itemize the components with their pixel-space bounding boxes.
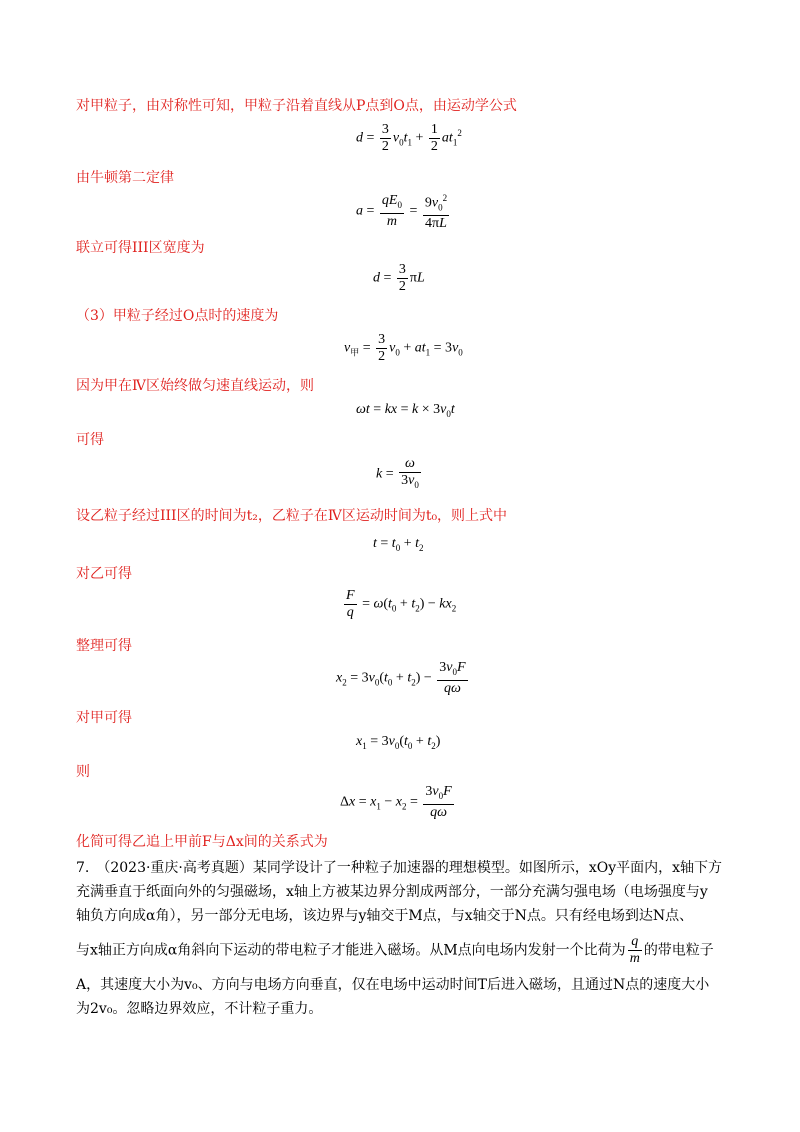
solution-line-9: 整理可得 [76,638,132,654]
equation-x2: $x_2 = 3v_0(t_0 + t_2)$ − $\frac{3v_0F}{q\omega}$ [336,660,466,696]
equation-velocity: $v_甲$ = $\frac{3}{2}$ $v_0 + at_1 = 3v_0$ [344,332,463,364]
solution-line-6: 可得 [76,432,104,448]
problem-line-5: A，其速度大小为v₀、方向与电场方向垂直，仅在电场中运动时间T后进入磁场，且通过N点的速度大小 [76,977,710,993]
equation-t: $t = t_0 + t_2$ [373,536,424,553]
solution-line-8: 对乙可得 [76,566,132,582]
equation-d-result: d = $\frac{3}{2}$ πL [373,262,425,294]
problem-line-4: 与x轴正方向成α角斜向下运动的带电粒子才能进入磁场。从M点向电场内发射一个比荷为 $\frac{q}{m}$ 的带电粒子 [76,934,714,966]
equation-omega: ωt = kx = $k \times 3v_0t$ [356,402,455,419]
problem-7 [76,856,736,1021]
solution-line-4: （3）甲粒子经过O点时的速度为 [76,308,279,324]
solution-line-12: 化简可得乙追上甲前F与Δx间的关系式为 [76,834,328,850]
equation-k: k = $\frac{\omega}{3v_0}$ [376,456,419,490]
equation-f-q: $\frac{F}{q}$ = $\omega(t_0 + t_2) - kx_2$ [346,588,457,620]
problem-line-3: 轴负方向成α角），另一部分无电场，该边界与y轴交于M点，与x轴交于N点。只有经电场到达N点、 [76,908,694,924]
solution-line-5: 因为甲在Ⅳ区始终做匀速直线运动，则 [76,378,314,394]
problem-line-6: 为2v₀。忽略边界效应，不计粒子重力。 [76,1001,323,1017]
equation-delta-x: $\Delta x = x_1 - x_2$ = $\frac{3v_0F}{q\omega}$ [340,784,452,820]
solution-line-7: 设乙粒子经过III区的时间为t₂，乙粒子在Ⅳ区运动时间为t₀，则上式中 [76,508,508,524]
solution-line-2: 由牛顿第二定律 [76,170,174,186]
equation-d: d = $\frac{3}{2}$ $v_0t_1$ + $\frac{1}{2}$ $at_1^2$ [356,122,462,154]
charge-mass-ratio: $\frac{q}{m}$ [629,934,640,966]
equation-x1: $x_1 = 3v_0(t_0 + t_2)$ [356,734,441,751]
problem-line-1: 7. （2023·重庆·高考真题）某同学设计了一种粒子加速器的理想模型。如图所示，xOy平面内，x轴下方 [76,860,723,876]
equation-a: a = $\frac{qE_0}{m}$ = $\frac{9v_0^2}{4\pi L}$ [356,190,451,232]
solution-line-3: 联立可得III区宽度为 [76,240,205,256]
solution-line-1: 对甲粒子，由对称性可知，甲粒子沿着直线从P点到O点，由运动学公式 [76,98,517,114]
solution-line-11: 则 [76,764,90,780]
solution-line-10: 对甲可得 [76,710,132,726]
problem-line-2: 充满垂直于纸面向外的匀强磁场，x轴上方被某边界分割成两部分，一部分充满匀强电场（电场强度与y [76,884,708,900]
